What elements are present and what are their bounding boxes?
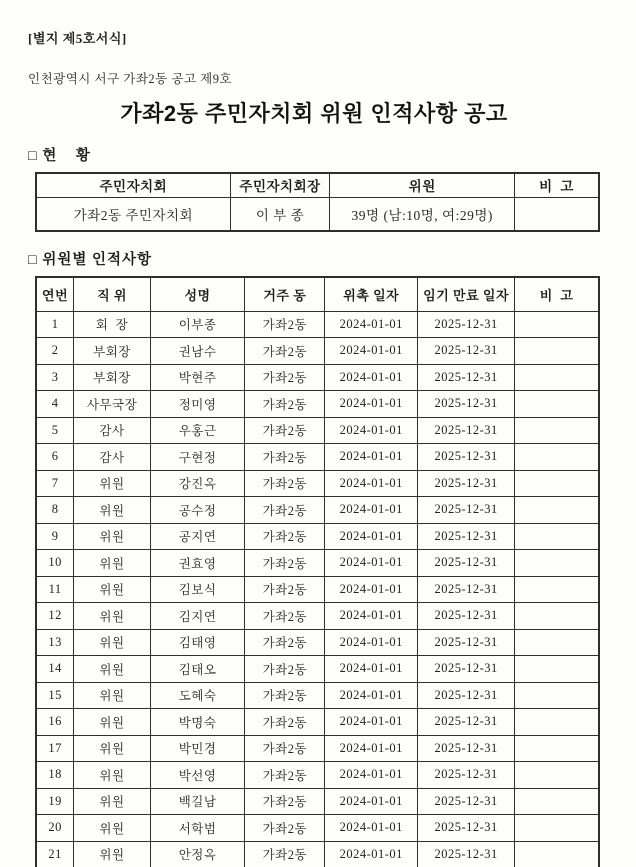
table-cell: 위원 <box>74 576 151 603</box>
table-header-cell: 위원 <box>330 173 515 197</box>
table-row <box>36 364 599 391</box>
table-cell: 2025-12-31 <box>418 523 515 550</box>
table-cell <box>515 815 599 842</box>
table-row <box>36 391 599 418</box>
table-cell: 권남수 <box>150 338 245 365</box>
table-cell: 위원 <box>74 682 151 709</box>
table-cell: 위원 <box>74 709 151 736</box>
table-cell: 가좌2동 주민자치회 <box>36 197 230 231</box>
table-cell: 가좌2동 <box>245 523 325 550</box>
table-cell: 2024-01-01 <box>325 470 418 497</box>
table-cell: 2024-01-01 <box>325 841 418 867</box>
table-cell: 가좌2동 <box>245 788 325 815</box>
table-cell: 부회장 <box>74 338 151 365</box>
table-cell: 공수정 <box>150 497 245 524</box>
table-cell: 구현정 <box>150 444 245 471</box>
table-cell: 위원 <box>74 788 151 815</box>
table-row <box>36 709 599 736</box>
table-row <box>36 735 599 762</box>
table-row <box>36 497 599 524</box>
table-cell: 5 <box>36 417 74 444</box>
table-header-cell: 성명 <box>150 277 245 311</box>
table-cell: 1 <box>36 311 74 338</box>
table-cell: 2025-12-31 <box>418 656 515 683</box>
table-cell: 가좌2동 <box>245 550 325 577</box>
table-cell: 6 <box>36 444 74 471</box>
table-cell <box>515 197 599 231</box>
table-cell: 2025-12-31 <box>418 550 515 577</box>
table-cell <box>515 523 599 550</box>
table-cell: 2 <box>36 338 74 365</box>
table-cell: 10 <box>36 550 74 577</box>
table-cell: 강진옥 <box>150 470 245 497</box>
table-cell: 2025-12-31 <box>418 576 515 603</box>
table-cell <box>515 444 599 471</box>
table-cell: 2025-12-31 <box>418 762 515 789</box>
table-cell: 위원 <box>74 470 151 497</box>
table-cell: 2025-12-31 <box>418 364 515 391</box>
table-row <box>36 197 599 231</box>
table-cell: 8 <box>36 497 74 524</box>
table-cell: 가좌2동 <box>245 709 325 736</box>
table-cell: 2024-01-01 <box>325 497 418 524</box>
table-cell: 9 <box>36 523 74 550</box>
table-cell: 2024-01-01 <box>325 417 418 444</box>
table-cell: 공지연 <box>150 523 245 550</box>
table-cell: 위원 <box>74 656 151 683</box>
table-cell: 가좌2동 <box>245 576 325 603</box>
table-cell: 회 장 <box>74 311 151 338</box>
table-cell: 2024-01-01 <box>325 444 418 471</box>
table-cell <box>515 470 599 497</box>
status-table <box>35 172 600 232</box>
table-cell: 위원 <box>74 550 151 577</box>
table-row <box>36 338 599 365</box>
table-row <box>36 762 599 789</box>
table-cell: 위원 <box>74 523 151 550</box>
table-cell: 2024-01-01 <box>325 629 418 656</box>
table-cell <box>515 762 599 789</box>
table-header-cell: 임기 만료 일자 <box>418 277 515 311</box>
table-cell: 2025-12-31 <box>418 444 515 471</box>
table-cell <box>515 841 599 867</box>
table-cell: 김태오 <box>150 656 245 683</box>
table-cell: 12 <box>36 603 74 630</box>
table-header-cell: 주민자치회장 <box>230 173 330 197</box>
table-cell: 2025-12-31 <box>418 629 515 656</box>
table-cell: 위원 <box>74 735 151 762</box>
table-row <box>36 417 599 444</box>
table-cell: 2024-01-01 <box>325 788 418 815</box>
table-row <box>36 682 599 709</box>
table-cell <box>515 550 599 577</box>
table-cell: 박선영 <box>150 762 245 789</box>
table-cell: 2025-12-31 <box>418 788 515 815</box>
table-cell: 39명 (남:10명, 여:29명) <box>330 197 515 231</box>
table-cell <box>515 629 599 656</box>
table-cell: 가좌2동 <box>245 656 325 683</box>
table-cell <box>515 788 599 815</box>
table-cell: 2025-12-31 <box>418 417 515 444</box>
table-row <box>36 629 599 656</box>
table-row <box>36 603 599 630</box>
table-cell: 2024-01-01 <box>325 311 418 338</box>
table-cell <box>515 682 599 709</box>
table-cell: 2025-12-31 <box>418 709 515 736</box>
table-cell <box>515 497 599 524</box>
table-cell: 18 <box>36 762 74 789</box>
table-cell: 2024-01-01 <box>325 576 418 603</box>
table-cell: 11 <box>36 576 74 603</box>
table-cell: 이부종 <box>150 311 245 338</box>
table-cell: 가좌2동 <box>245 417 325 444</box>
table-cell <box>515 603 599 630</box>
table-cell: 2025-12-31 <box>418 497 515 524</box>
table-cell: 위원 <box>74 815 151 842</box>
table-header-cell: 거주 동 <box>245 277 325 311</box>
section-members-heading: □ 위원별 인적사항 <box>28 252 153 268</box>
table-cell: 서학범 <box>150 815 245 842</box>
table-header-cell: 비 고 <box>515 277 599 311</box>
table-cell: 가좌2동 <box>245 470 325 497</box>
table-cell: 가좌2동 <box>245 735 325 762</box>
table-cell <box>515 656 599 683</box>
table-cell: 2024-01-01 <box>325 735 418 762</box>
table-cell: 가좌2동 <box>245 364 325 391</box>
table-header-cell: 비 고 <box>515 173 599 197</box>
table-cell: 16 <box>36 709 74 736</box>
table-cell: 사무국장 <box>74 391 151 418</box>
table-cell: 가좌2동 <box>245 841 325 867</box>
table-cell: 21 <box>36 841 74 867</box>
table-header-cell: 직 위 <box>74 277 151 311</box>
section-status-heading: □ 현 황 <box>28 148 91 164</box>
table-row <box>36 656 599 683</box>
table-cell: 김보식 <box>150 576 245 603</box>
table-cell: 가좌2동 <box>245 815 325 842</box>
table-cell <box>515 709 599 736</box>
table-cell <box>515 364 599 391</box>
table-cell: 부회장 <box>74 364 151 391</box>
table-cell: 감사 <box>74 444 151 471</box>
table-cell: 13 <box>36 629 74 656</box>
table-cell: 3 <box>36 364 74 391</box>
table-cell: 7 <box>36 470 74 497</box>
table-cell: 백길남 <box>150 788 245 815</box>
table-cell: 17 <box>36 735 74 762</box>
table-cell: 2024-01-01 <box>325 338 418 365</box>
table-cell: 가좌2동 <box>245 762 325 789</box>
table-cell <box>515 391 599 418</box>
table-cell: 가좌2동 <box>245 603 325 630</box>
table-cell <box>515 338 599 365</box>
table-cell: 박명숙 <box>150 709 245 736</box>
table-cell: 2024-01-01 <box>325 815 418 842</box>
table-cell: 위원 <box>74 762 151 789</box>
table-cell: 가좌2동 <box>245 391 325 418</box>
table-cell: 김태영 <box>150 629 245 656</box>
table-row <box>36 841 599 867</box>
table-cell: 정미영 <box>150 391 245 418</box>
table-cell: 2024-01-01 <box>325 391 418 418</box>
table-cell: 2024-01-01 <box>325 762 418 789</box>
table-cell: 4 <box>36 391 74 418</box>
table-cell: 2025-12-31 <box>418 735 515 762</box>
table-cell: 2025-12-31 <box>418 311 515 338</box>
table-header-cell: 연번 <box>36 277 74 311</box>
table-cell <box>515 417 599 444</box>
table-cell: 가좌2동 <box>245 311 325 338</box>
table-row <box>36 576 599 603</box>
table-header-cell: 주민자치회 <box>36 173 230 197</box>
table-cell: 19 <box>36 788 74 815</box>
table-cell: 위원 <box>74 841 151 867</box>
table-header-cell: 위촉 일자 <box>325 277 418 311</box>
table-cell: 가좌2동 <box>245 497 325 524</box>
table-cell: 우홍근 <box>150 417 245 444</box>
table-cell: 2025-12-31 <box>418 841 515 867</box>
table-cell: 2024-01-01 <box>325 523 418 550</box>
table-row <box>36 550 599 577</box>
table-cell: 2025-12-31 <box>418 603 515 630</box>
table-cell: 2025-12-31 <box>418 682 515 709</box>
table-cell: 가좌2동 <box>245 444 325 471</box>
table-cell: 2024-01-01 <box>325 656 418 683</box>
table-cell: 20 <box>36 815 74 842</box>
table-cell: 15 <box>36 682 74 709</box>
table-header-row <box>36 277 599 311</box>
table-cell: 위원 <box>74 603 151 630</box>
page-title: 가좌2동 주민자치회 위원 인적사항 공고 <box>120 101 508 126</box>
table-cell: 김지연 <box>150 603 245 630</box>
table-cell: 박민경 <box>150 735 245 762</box>
form-label: [별지 제5호서식] <box>28 31 127 46</box>
table-cell: 도혜숙 <box>150 682 245 709</box>
table-cell: 2024-01-01 <box>325 364 418 391</box>
table-cell: 2025-12-31 <box>418 815 515 842</box>
table-cell: 감사 <box>74 417 151 444</box>
table-row <box>36 470 599 497</box>
members-table <box>35 276 600 867</box>
table-cell: 14 <box>36 656 74 683</box>
table-cell <box>515 311 599 338</box>
table-row <box>36 444 599 471</box>
table-cell <box>515 576 599 603</box>
table-cell: 2024-01-01 <box>325 682 418 709</box>
table-cell: 2025-12-31 <box>418 391 515 418</box>
table-cell: 가좌2동 <box>245 338 325 365</box>
table-cell: 가좌2동 <box>245 682 325 709</box>
table-cell: 가좌2동 <box>245 629 325 656</box>
table-cell: 2025-12-31 <box>418 338 515 365</box>
table-cell: 박현주 <box>150 364 245 391</box>
table-header-row <box>36 173 599 197</box>
table-cell: 2024-01-01 <box>325 550 418 577</box>
table-cell: 권효영 <box>150 550 245 577</box>
table-row <box>36 815 599 842</box>
table-row <box>36 311 599 338</box>
table-row <box>36 788 599 815</box>
table-row <box>36 523 599 550</box>
table-cell: 2025-12-31 <box>418 470 515 497</box>
notice-number: 인천광역시 서구 가좌2동 공고 제9호 <box>28 72 233 86</box>
table-cell: 위원 <box>74 629 151 656</box>
table-cell: 위원 <box>74 497 151 524</box>
table-cell: 2024-01-01 <box>325 603 418 630</box>
table-cell: 이 부 종 <box>230 197 330 231</box>
table-cell: 2024-01-01 <box>325 709 418 736</box>
table-cell <box>515 735 599 762</box>
table-cell: 안정옥 <box>150 841 245 867</box>
